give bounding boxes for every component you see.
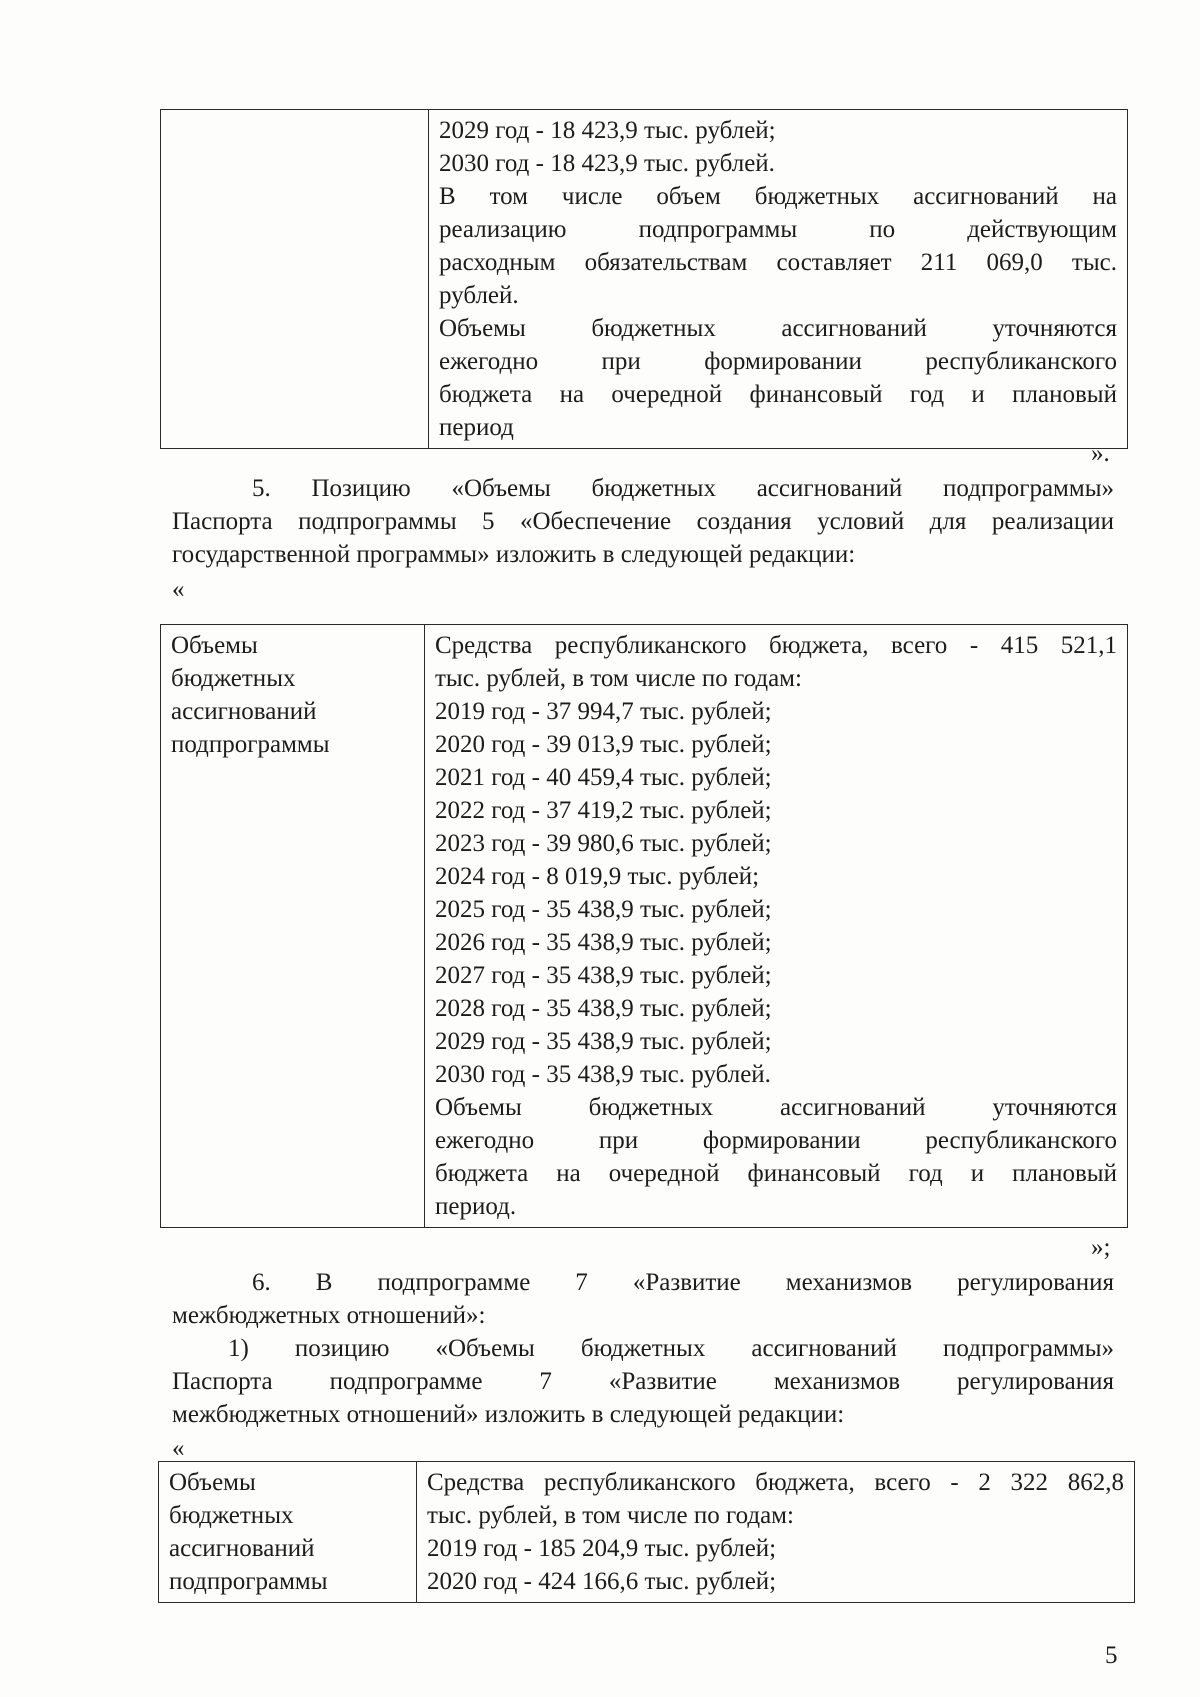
year-row: 2025 год - 35 438,9 тыс. рублей; [435,896,772,923]
year-row: 2030 год - 35 438,9 тыс. рублей. [435,1061,771,1088]
year-row: 2023 год - 39 980,6 тыс. рублей; [435,830,772,857]
table1-line: В том числе объем бюджетных ассигнований на [439,183,1117,210]
year-row: 2027 год - 35 438,9 тыс. рублей; [435,962,772,989]
year-row: 2029 год - 35 438,9 тыс. рублей; [435,1028,772,1055]
year-row: 2022 год - 37 419,2 тыс. рублей; [435,797,772,824]
budget-table-subprogram-7 [158,1461,1135,1603]
year-row: 2020 год - 424 166,6 тыс. рублей; [427,1568,777,1595]
table1-right-cell [429,110,1128,449]
closing-quote-1: ». [1091,440,1110,467]
table2-right-cell [425,625,1128,1228]
table1-line: Объемы бюджетных ассигнований уточняются [439,315,1117,342]
year-row: 2024 год - 8 019,9 тыс. рублей; [435,863,760,890]
table1-line: бюджета на очередной финансовый год и плановый [439,381,1117,408]
paragraph-line: государственной программы» изложить в следующей редакции: [172,541,856,568]
year-row: 2021 год - 40 459,4 тыс. рублей; [435,764,772,791]
table3-total: тыс. рублей, в том числе по годам: [427,1502,794,1529]
year-row: 2020 год - 39 013,9 тыс. рублей; [435,731,772,758]
table3-label: подпрограммы [169,1568,328,1595]
table3-label: бюджетных [169,1502,294,1529]
paragraph-line: 5. Позицию «Объемы бюджетных ассигнований подпрограммы» [252,475,1114,502]
year-row: 2028 год - 35 438,9 тыс. рублей; [435,995,772,1022]
table3-label: ассигнований [169,1535,315,1562]
table2-left-cell [161,625,425,1228]
table1-line: расходным обязательствам составляет 211 069,0 тыс. [439,249,1117,276]
table3-label: Объемы [169,1469,256,1496]
table2-label: Объемы [171,632,258,659]
table2-label: бюджетных [171,665,296,692]
table1-line: 2030 год - 18 423,9 тыс. рублей. [439,150,775,177]
table2-note: бюджета на очередной финансовый год и плановый [435,1160,1117,1187]
table1-line: 2029 год - 18 423,9 тыс. рублей; [439,117,776,144]
opening-quote-3: « [172,1435,185,1462]
paragraph-line: межбюджетных отношений» изложить в следующей редакции: [172,1401,845,1428]
opening-quote-2: « [172,576,185,603]
table2-note: ежегодно при формировании республиканского [435,1127,1117,1154]
table1-line: ежегодно при формировании республиканского [439,348,1117,375]
table1-left-cell [161,110,429,449]
table2-note: период. [435,1193,517,1220]
table2-total: тыс. рублей, в том числе по годам: [435,665,802,692]
budget-table-subprogram-5 [160,624,1128,1228]
table1-line: период [439,414,514,441]
year-row: 2026 год - 35 438,9 тыс. рублей; [435,929,772,956]
closing-quote-2: »; [1091,1234,1111,1261]
paragraph-6 [172,1266,1114,1431]
table1-line: реализацию подпрограммы по действующим [439,216,1117,243]
year-row: 2019 год - 185 204,9 тыс. рублей; [427,1535,777,1562]
paragraph-line: 6. В подпрограмме 7 «Развитие механизмов регулирования [252,1269,1114,1296]
paragraph-line: 1) позицию «Объемы бюджетных ассигнований подпрограммы» [228,1335,1114,1362]
table2-label: ассигнований [171,698,317,725]
table2-total: Средства республиканского бюджета, всего - 415 521,1 [435,632,1117,659]
paragraph-line: межбюджетных отношений»: [172,1302,486,1329]
table2-note: Объемы бюджетных ассигнований уточняются [435,1094,1117,1121]
paragraph-5 [172,472,1114,571]
paragraph-line: Паспорта подпрограмме 7 «Развитие механизмов регулирования [172,1368,1114,1395]
table3-right-cell [417,1462,1135,1603]
year-row: 2019 год - 37 994,7 тыс. рублей; [435,698,772,725]
paragraph-line: Паспорта подпрограммы 5 «Обеспечение создания условий для реализации [172,508,1114,535]
page-number: 5 [1105,1642,1118,1669]
table-continuation [160,109,1128,449]
table1-line: рублей. [439,282,519,309]
table2-label: подпрограммы [171,731,330,758]
table3-total: Средства республиканского бюджета, всего - 2 322 862,8 [427,1469,1124,1496]
table3-left-cell [159,1462,417,1603]
